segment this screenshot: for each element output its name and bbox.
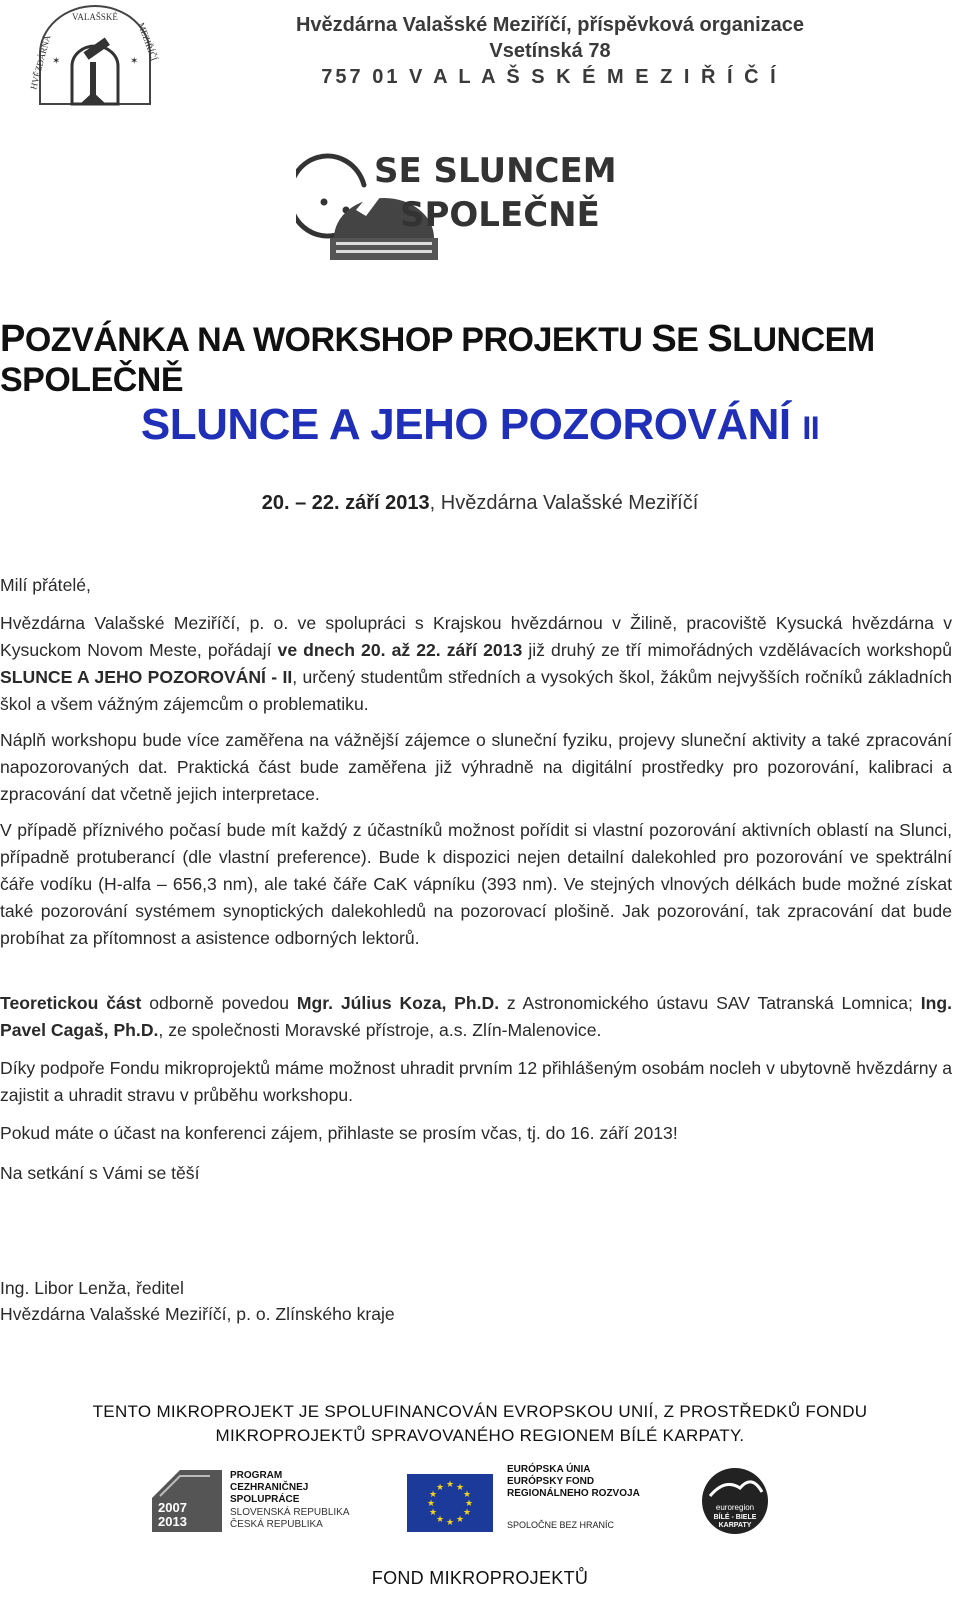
logo-text-line1: SE SLUNCEM <box>374 151 617 191</box>
logo-text-line2: SPOLEČNĚ <box>400 195 600 235</box>
signature-organization: Hvězdárna Valašské Meziříčí, p. o. Zlínského kraje <box>0 1304 395 1324</box>
workshop-title: SLUNCE A JEHO POZOROVÁNÍ II <box>140 400 820 449</box>
seal-text-left: HVĚZDÁRNA <box>28 33 53 91</box>
seal-text-top: VALAŠSKÉ <box>72 12 118 22</box>
svg-text:★: ★ <box>465 1499 474 1509</box>
svg-text:★: ★ <box>456 1483 465 1493</box>
svg-text:EURÓPSKA ÚNIA: EURÓPSKA ÚNIA <box>507 1464 591 1475</box>
svg-text:★: ★ <box>456 1515 465 1525</box>
paragraph-funding: Díky podpoře Fondu mikroprojektů máme možnost uhradit prvním 12 přihlášeným osobám nocleh v ubytovně hvězdárny a zajistit a uhradit stravu v průběhu workshopu. <box>0 1058 952 1105</box>
observatory-seal-logo <box>20 4 170 112</box>
signature-name: Ing. Libor Lenža, ředitel <box>0 1278 184 1298</box>
svg-text:2013: 2013 <box>158 1514 187 1529</box>
cross-border-program-logo <box>150 1468 380 1532</box>
svg-text:PROGRAM: PROGRAM <box>230 1470 283 1481</box>
org-name: Hvězdárna Valašské Meziříčí, příspěvková organizace <box>295 14 805 36</box>
eu-regional-fund-logo <box>405 1460 675 1538</box>
svg-text:★: ★ <box>463 1508 472 1518</box>
paragraph-registration: Pokud máte o účast na konferenci zájem, přihlaste se prosím včas, tj. do 16. září 2013! <box>0 1123 678 1143</box>
funding-notice-line1: TENTO MIKROPROJEKT JE SPOLUFINANCOVÁN EVROPSKOU UNIÍ, Z PROSTŘEDKŮ FONDU <box>92 1402 868 1421</box>
fund-label: FOND MIKROPROJEKTŮ <box>371 1568 589 1588</box>
svg-text:REGIONÁLNEHO ROZVOJA: REGIONÁLNEHO ROZVOJA <box>507 1488 640 1499</box>
paragraph-lecturers: Teoretickou část odborně povedou Mgr. Július Koza, Ph.D. z Astronomického ústavu SAV Tatranská Lomnica; Ing. Pavel Cagaš, Ph.D., ze společnosti Moravské přístroje, a.s. Zlín-Malenovice. <box>0 993 952 1040</box>
svg-text:★: ★ <box>429 1490 438 1500</box>
svg-text:CEZHRANIČNEJ: CEZHRANIČNEJ <box>230 1482 309 1493</box>
paragraph-observation: V případě příznivého počasí bude mít každý z účastníků možnost pořídit si vlastní pozorování aktivních oblastí na Slunci, případně protuberancí (dle vlastní preference). Bude k dispozici nejen detailní dalekohled pro pozorování ve spektrální čáře vodíku (H-alfa – 656,3 nm), ale také čáře CaK vápníku (393 nm). Ve stejných vlnových délkách bude možné získat také pozorování systémem synoptických dalekohledů na pozorovací plošině. Jak pozorování, tak zpracování dat bude probíhat za přítomnost a asistence odborných lektorů. <box>0 820 952 948</box>
svg-text:SLOVENSKÁ REPUBLIKA: SLOVENSKÁ REPUBLIKA <box>230 1507 350 1518</box>
svg-text:EURÓPSKY FOND: EURÓPSKY FOND <box>507 1476 595 1487</box>
org-street: Vsetínská 78 <box>489 40 611 62</box>
event-date: 20. – 22. září 2013, Hvězdárna Valašské Meziříčí <box>261 492 699 514</box>
svg-text:euroregion: euroregion <box>715 1503 755 1512</box>
seal-star-icon: ✶ <box>52 56 61 67</box>
svg-text:SPOLUPRÁCE: SPOLUPRÁCE <box>230 1494 300 1505</box>
seal-star-icon: ✶ <box>130 56 139 67</box>
paragraph-intro: Hvězdárna Valašské Meziříčí, p. o. ve spolupráci s Krajskou hvězdárnou v Žilině, pracoviště Kysucká hvězdárna v Kysuckom Novom Meste, pořádají ve dnech 20. až 22. září 2013 již druhý ze tří mimořádných vzdělávacích workshopů SLUNCE A JEHO POZOROVÁNÍ - II, určený studentům středních a vysokých škol, žákům nejvyšších ročníků základních škol a všem vážným zájemcům o problematiku. <box>0 613 953 714</box>
seal-text-right: MEZIŘÍČÍ <box>136 21 160 63</box>
svg-text:BÍLÉ - BIELE: BÍLÉ - BIELE <box>713 1514 757 1521</box>
svg-text:★: ★ <box>463 1490 472 1500</box>
svg-text:★: ★ <box>436 1515 445 1525</box>
svg-text:★: ★ <box>427 1499 436 1509</box>
funding-notice-line2: MIKROPROJEKTŮ SPRAVOVANÉHO REGIONEM BÍLÉ KARPATY. <box>215 1426 745 1445</box>
closing-line: Na setkání s Vámi se těší <box>0 1163 200 1183</box>
svg-text:SPOLOČNE BEZ HRANÍC: SPOLOČNE BEZ HRANÍC <box>507 1520 615 1530</box>
svg-text:★: ★ <box>446 1480 455 1490</box>
paragraph-content: Náplň workshopu bude více zaměřena na vážnější zájemce o sluneční fyziku, projevy sluneční aktivity a také zpracování napozorovaných dat. Praktická část bude zaměřena již výhradně na digitální prostředky pro pozorování, kalibraci a zpracování dat včetně jejich interpretace. <box>0 730 952 804</box>
se-sluncem-spolecne-logo <box>296 150 646 290</box>
greeting: Milí přátelé, <box>0 575 91 595</box>
euroregion-white-carpathians-logo <box>700 1466 770 1536</box>
svg-text:★: ★ <box>436 1483 445 1493</box>
svg-text:★: ★ <box>446 1518 455 1528</box>
invitation-heading: POZVÁNKA NA WORKSHOP PROJEKTU SE SLUNCEM SPOLEČNĚ <box>0 318 875 399</box>
svg-text:ČESKÁ REPUBLIKA: ČESKÁ REPUBLIKA <box>230 1519 323 1530</box>
org-city: 757 01 V A L A Š S K É M E Z I Ř Í Č Í <box>321 66 779 88</box>
svg-text:2007: 2007 <box>158 1500 187 1515</box>
svg-text:KARPATY: KARPATY <box>718 1522 752 1529</box>
svg-text:★: ★ <box>429 1508 438 1518</box>
